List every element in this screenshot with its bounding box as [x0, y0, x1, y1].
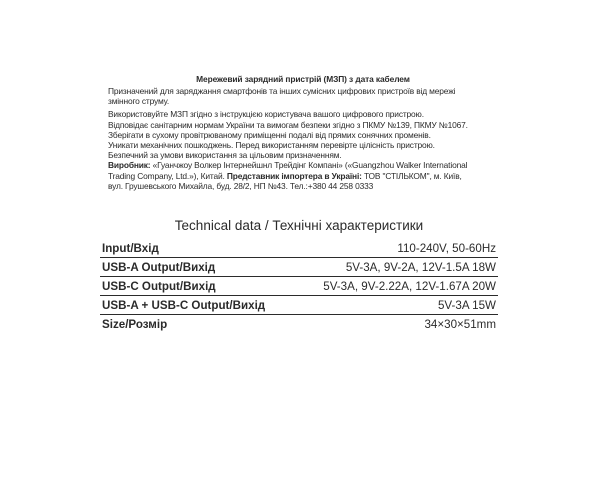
spec-key: USB-C Output/Вихід	[102, 279, 216, 293]
purpose-line: Призначений для заряджання смартфонів та інших сумісних цифрових пристроїв від мережі	[108, 86, 456, 96]
spec-value: 5V-3A, 9V-2A, 12V-1.5A 18W	[345, 260, 496, 274]
technical-data	[100, 218, 498, 333]
importer-label: Представник імпортера в Україні:	[226, 170, 362, 181]
usage-paragraph	[108, 109, 498, 160]
importer-name: ТОВ "СТІЛЬКОМ", м. Київ,	[361, 170, 462, 181]
manufacturer-name: «Гуанчжоу Волкер Інтернейшнл Трейдінг Компані» («Guangzhou Walker International	[150, 160, 468, 171]
spec-key: USB-A Output/Вихід	[102, 260, 216, 274]
usage-line: Використовуйте МЗП згідно з інструкцією користувача вашого цифрового пристрою.	[108, 109, 424, 120]
spec-row-usb-a	[100, 258, 498, 277]
spec-key: Input/Вхід	[102, 241, 159, 255]
usage-line: Зберігати в сухому провітрюваному приміщенні подалі від прямих сонячних променів.	[108, 129, 431, 140]
technical-data-title: Technical data / Технічні характеристики	[174, 218, 424, 233]
spec-value: 34×30×51mm	[424, 317, 496, 331]
spec-row-size	[100, 315, 498, 333]
spec-value: 110-240V, 50-60Hz	[397, 241, 496, 255]
product-description	[108, 74, 498, 193]
purpose-paragraph	[108, 86, 498, 106]
spec-key: Size/Розмір	[102, 317, 168, 331]
manufacturer-label: Виробник:	[108, 160, 151, 171]
usage-line: Безпечний за умови використання за цільовим призначенням.	[108, 150, 342, 161]
spec-row-usb-a-c	[100, 296, 498, 315]
usage-line: Відповідає санітарним нормам України та вимогам безпеки згідно з ПКМУ №139, ПКМУ №1067.	[108, 119, 468, 130]
spec-table	[100, 239, 498, 333]
importer-address: вул. Грушевського Михайла, буд. 28/2, НП №43. Тел.:+380 44 258 0333	[108, 180, 374, 191]
usage-line: Уникати механічних пошкоджень. Перед використанням перевірте цілісність пристрою.	[108, 140, 435, 151]
spec-key: USB-A + USB-C Output/Вихід	[102, 298, 266, 312]
purpose-line: змінного струму.	[108, 96, 170, 107]
spec-row-usb-c	[100, 277, 498, 296]
manufacturer-line	[108, 171, 498, 181]
spec-value: 5V-3A 15W	[437, 298, 496, 312]
product-title: Мережевий зарядний пристрій (МЗП) з дата кабелем	[196, 74, 410, 84]
manufacturer-line	[108, 160, 498, 170]
manufacturer-country: Trading Company, Ltd.»), Китай.	[108, 170, 227, 181]
manufacturer-paragraph	[108, 160, 498, 191]
spec-row-input	[100, 239, 498, 258]
spec-value: 5V-3A, 9V-2.22A, 12V-1.67A 20W	[323, 279, 496, 293]
